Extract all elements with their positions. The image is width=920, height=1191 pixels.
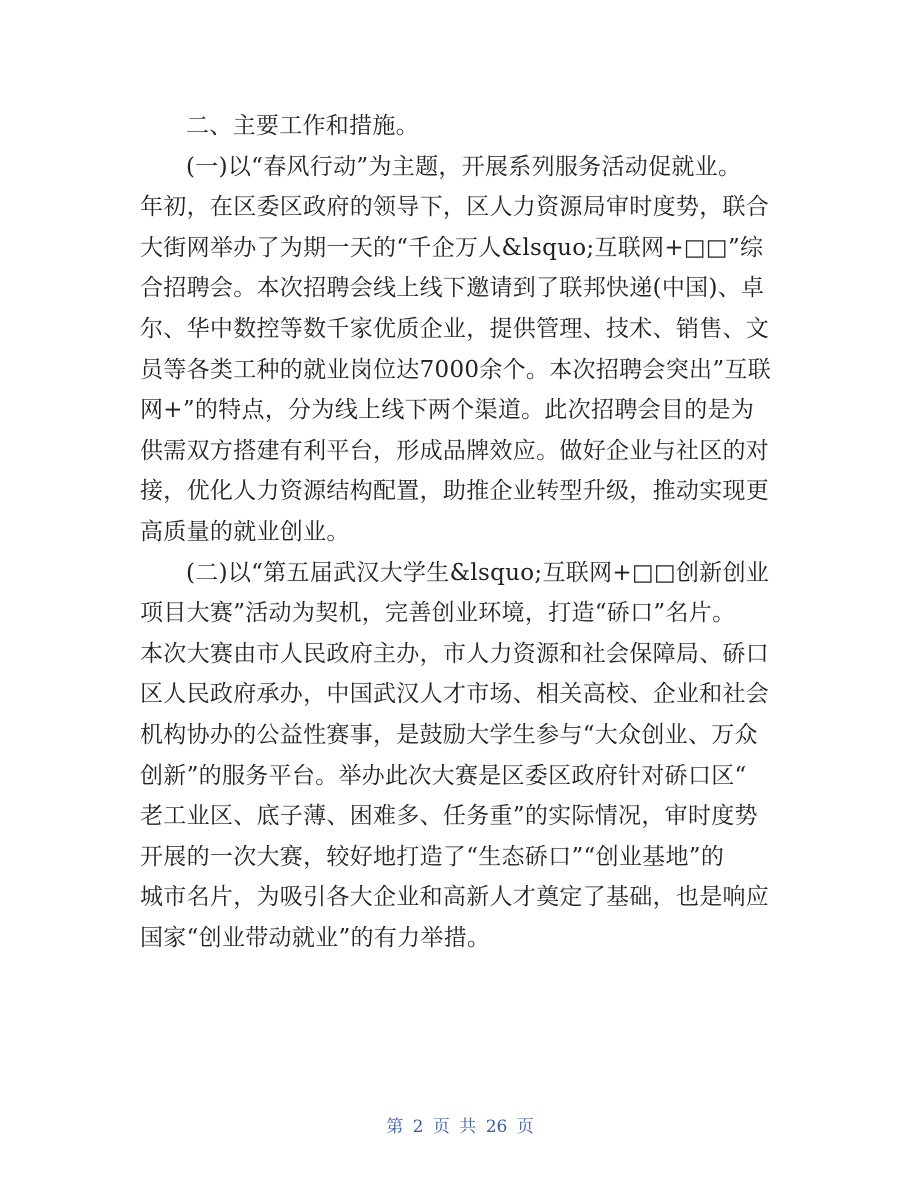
paragraph-1-line-5: 尔、华中数控等数千家优质企业，提供管理、技术、销售、文 xyxy=(140,315,770,342)
paragraph-2-line-6: 创新”的服务平台。举办此次大赛是区委区政府针对硚口区“ xyxy=(140,762,747,789)
paragraph-1-line-1: (一)以“春风行动”为主题，开展系列服务活动促就业。 xyxy=(186,153,742,180)
paragraph-2-line-2: 项目大赛”活动为契机，完善创业环境，打造“硚口”名片。 xyxy=(140,600,736,627)
document-body xyxy=(140,106,780,958)
paragraph-1-line-6: 员等各类工种的就业岗位达7000余个。本次招聘会突出”互联 xyxy=(140,356,771,383)
paragraph-2-line-1: (二)以“第五届武汉大学生&lsquo;互联网+□□创新创业 xyxy=(186,559,770,586)
paragraph-1-line-3: 大街网举办了为期一天的“千企万人&lsquo;互联网+□□”综 xyxy=(140,234,764,261)
section-heading: 二、主要工作和措施。 xyxy=(186,113,419,139)
paragraph-1-line-2: 年初，在区委区政府的领导下，区人力资源局审时度势，联合 xyxy=(140,194,770,221)
paragraph-1-line-7: 网+”的特点，分为线上线下两个渠道。此次招聘会目的是为 xyxy=(140,397,755,424)
page-number-footer: 第 2 页 共 26 页 xyxy=(386,1117,534,1137)
paragraph-1-line-10: 高质量的就业创业。 xyxy=(140,518,350,545)
paragraph-1-line-4: 合招聘会。本次招聘会线上线下邀请到了联邦快递(中国)、卓 xyxy=(140,275,765,302)
paragraph-2-line-3: 本次大赛由市人民政府主办，市人力资源和社会保障局、硚口 xyxy=(140,640,770,667)
paragraph-2-line-9: 城市名片，为吸引各大企业和高新人才奠定了基础，也是响应 xyxy=(140,884,770,911)
paragraph-2-line-7: 老工业区、底子薄、困难多、任务重”的实际情况，审时度势 xyxy=(140,803,758,830)
paragraph-1-line-8: 供需双方搭建有利平台，形成品牌效应。做好企业与社区的对 xyxy=(140,437,770,464)
paragraph-2-line-4: 区人民政府承办，中国武汉人才市场、相关高校、企业和社会 xyxy=(140,681,770,708)
paragraph-2-line-8: 开展的一次大赛，较好地打造了“生态硚口”“创业基地”的 xyxy=(140,843,725,870)
paragraph-2-line-10: 国家“创业带动就业”的有力举措。 xyxy=(140,924,491,951)
paragraph-1-line-9: 接，优化人力资源结构配置，助推企业转型升级，推动实现更 xyxy=(140,478,770,505)
paragraph-2-line-5: 机构协办的公益性赛事，是鼓励大学生参与“大众创业、万众 xyxy=(140,721,758,748)
